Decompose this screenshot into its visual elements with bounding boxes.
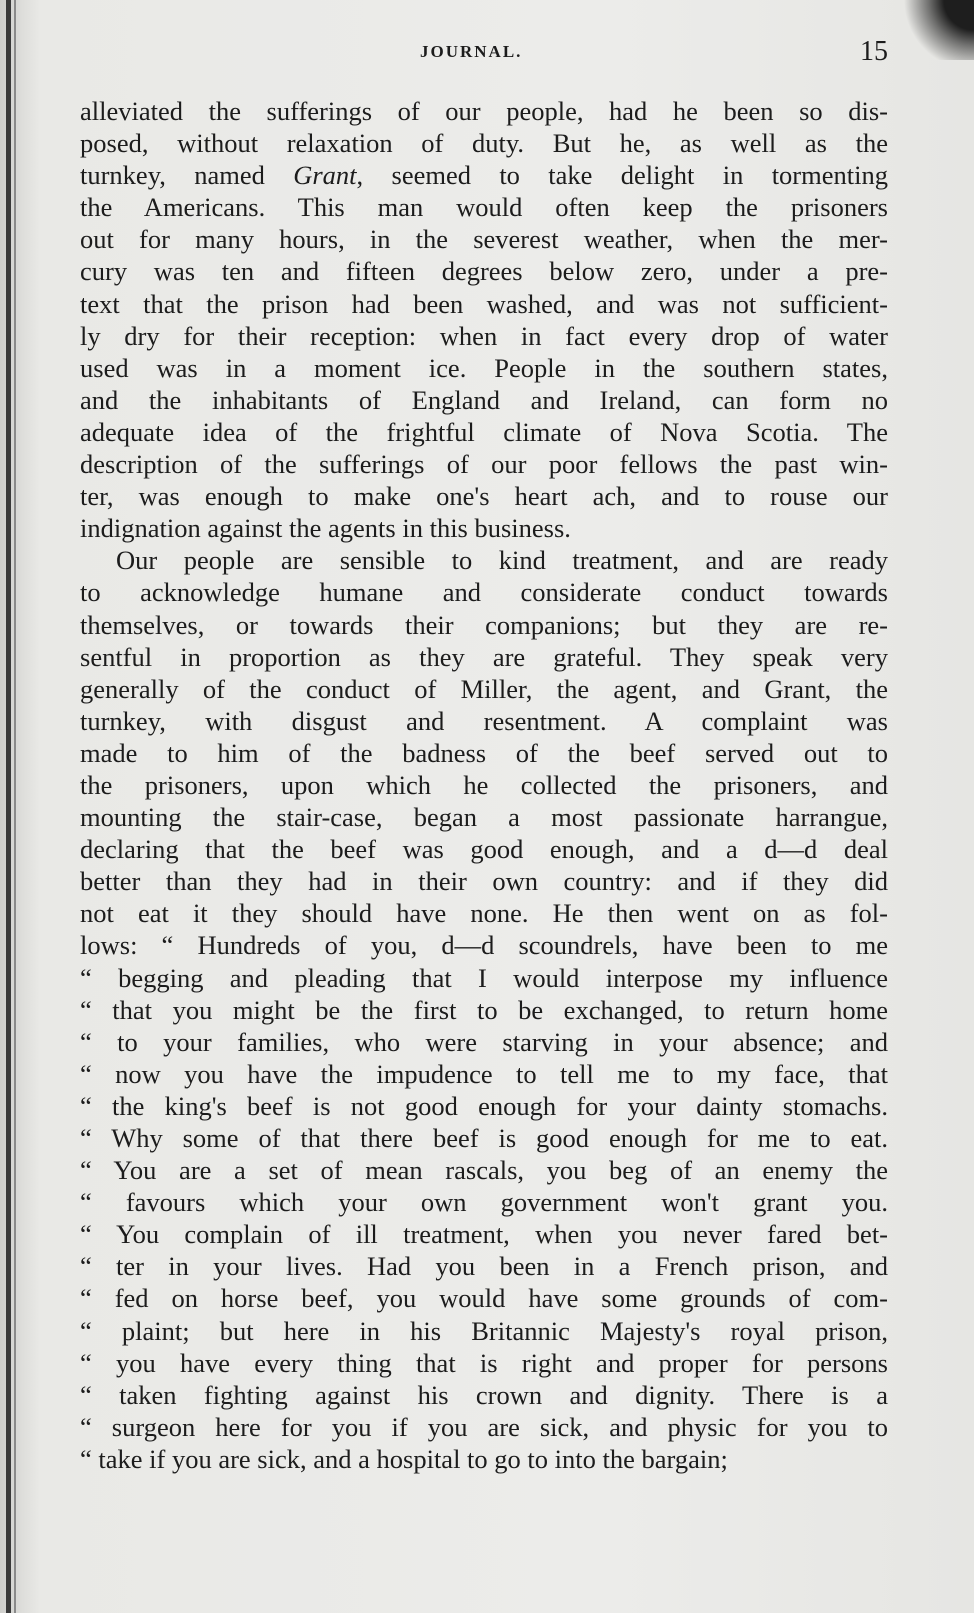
text-line: ly dry for their reception: when in fact every drop of water [80,320,888,351]
text-line: used was in a moment ice. People in the southern states, [80,352,888,383]
text-line: “ take if you are sick, and a hospital to go to into the bargain; [80,1443,728,1474]
text-line: indignation against the agents in this business. [80,513,571,544]
text-line: turnkey, named Grant, seemed to take delight in tormenting [80,160,888,191]
text-line: “ the king's beef is not good enough for your dainty stomachs. [80,1090,888,1121]
text-line: lows: “ Hundreds of you, d—d scoundrels, have been to me [80,930,888,961]
book-spine-edge [14,0,16,1613]
text-line: and the inhabitants of England and Ireland, can form no [80,384,888,415]
text-line: alleviated the sufferings of our people, had he been so dis- [80,96,888,126]
text-line: better than they had in their own country: and if they did [80,866,888,897]
page-number: 15 [860,36,888,67]
text-line: “ that you might be the first to be exchanged, to return home [80,994,888,1025]
text-line: mounting the stair-case, began a most passionate harrangue, [80,802,888,833]
text-line: “ now you have the impudence to tell me to my face, that [80,1058,888,1089]
text-line: “ You complain of ill treatment, when you never fared bet- [80,1219,888,1250]
text-line: made to him of the badness of the beef served out to [80,737,888,768]
text-line: “ fed on horse beef, you would have some grounds of com- [80,1283,888,1314]
text-line: “ ter in your lives. Had you been in a French prison, and [80,1251,888,1282]
text-line: themselves, or towards their companions; but they are re- [80,609,888,640]
text-line: turnkey, with disgust and resentment. A complaint was [80,705,888,736]
text-line: the prisoners, upon which he collected the prisoners, and [80,769,888,800]
text-line: “ You are a set of mean rascals, you beg of an enemy the [80,1155,888,1186]
text-line: generally of the conduct of Miller, the agent, and Grant, the [80,673,888,704]
text-line: to acknowledge humane and considerate conduct towards [80,577,888,608]
book-spine [6,0,11,1613]
text-line: posed, without relaxation of duty. But he, as well as the [80,128,888,159]
text-line: cury was ten and fifteen degrees below zero, under a pre- [80,256,888,287]
running-head: JOURNAL. [420,42,523,61]
text-line: Our people are sensible to kind treatment, and are ready [116,545,888,576]
text-line: out for many hours, in the severest weather, when the mer- [80,224,888,255]
text-line: ter, was enough to make one's heart ach, and to rouse our [80,481,888,512]
text-line: “ begging and pleading that I would interpose my influence [80,962,888,993]
text-line: text that the prison had been washed, and was not sufficient- [80,288,888,319]
text-line: the Americans. This man would often keep the prisoners [80,192,888,223]
text-line: “ to your families, who were starving in your absence; and [80,1026,888,1057]
text-line: “ taken fighting against his crown and dignity. There is a [80,1379,888,1410]
text-line: adequate idea of the frightful climate of Nova Scotia. The [80,416,888,447]
text-line: description of the sufferings of our poor fellows the past win- [80,449,888,480]
text-line: not eat it they should have none. He then went on as fol- [80,898,888,929]
text-line: “ Why some of that there beef is good enough for me to eat. [80,1123,888,1153]
text-line: “ plaint; but here in his Britannic Majesty's royal prison, [80,1315,888,1346]
text-line: “ surgeon here for you if you are sick, and physic for you to [80,1411,888,1442]
body-text [80,95,888,1475]
text-line: declaring that the beef was good enough, and a d—d deal [80,834,888,865]
page-corner-shadow [904,0,974,60]
text-line: “ you have every thing that is right and proper for persons [80,1347,888,1378]
page-header [80,38,888,78]
text-line: sentful in proportion as they are grateful. They speak very [80,641,888,672]
text-line: “ favours which your own government won't grant you. [80,1187,888,1218]
